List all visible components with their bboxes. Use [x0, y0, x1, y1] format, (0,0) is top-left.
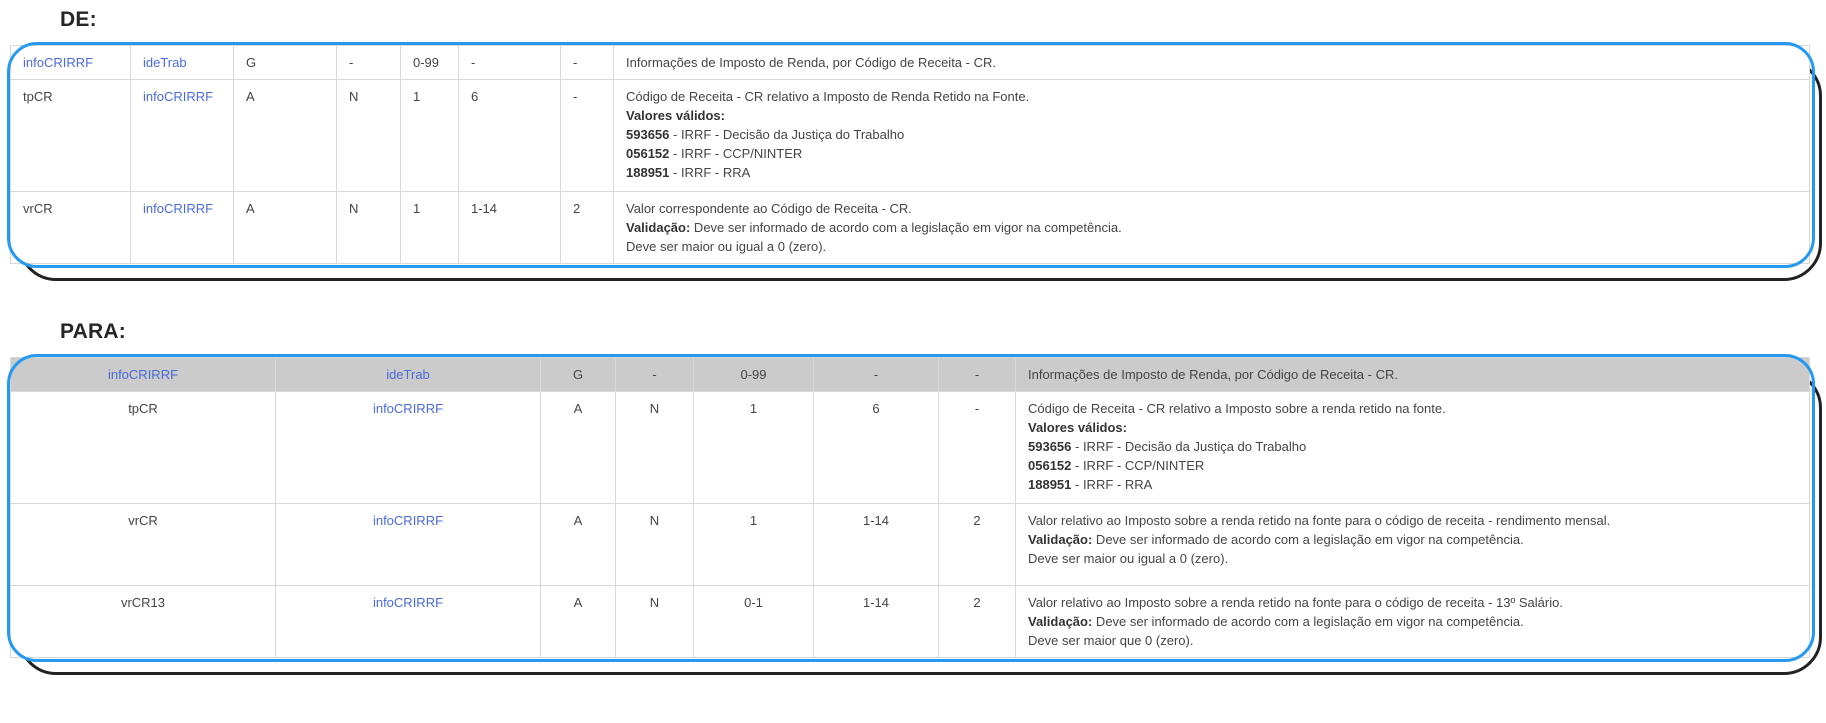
de-table-wrapper [10, 45, 1810, 264]
table-row [11, 392, 1810, 504]
cell-decimais: - [561, 80, 614, 192]
group-link[interactable]: infoCRIRRF [143, 201, 214, 216]
description-line: Código de Receita - CR relativo a Imposto sobre a renda retido na fonte. [1028, 401, 1446, 416]
cell-ele: G [541, 358, 616, 392]
description-line: Informações de Imposto de Renda, por Código de Receita - CR. [626, 55, 996, 70]
group-link[interactable]: infoCRIRRF [23, 55, 94, 70]
cell-campo: vrCR [11, 504, 276, 586]
description-line: Código de Receita - CR relativo a Imposto de Renda Retido na Fonte. [626, 89, 1030, 104]
cell-tipo: - [337, 46, 401, 80]
table-row [11, 504, 1810, 586]
group-link[interactable]: infoCRIRRF [372, 513, 444, 528]
description-line: Validação: Deve ser informado de acordo com a legislação em vigor na competência. [1028, 614, 1524, 629]
section-heading-para: PARA: [60, 320, 126, 343]
de-table [10, 45, 1810, 264]
cell-tipo: - [616, 358, 694, 392]
section-heading-de: DE: [60, 8, 97, 31]
cell-ele: A [234, 192, 337, 264]
description-line: Valores válidos: [626, 108, 725, 123]
cell-ocorrencia: 0-1 [694, 586, 814, 658]
description-line: 593656 - IRRF - Decisão da Justiça do Trabalho [1028, 439, 1307, 454]
cell-ocorrencia: 1 [401, 80, 459, 192]
cell-tamanho: 1-14 [814, 504, 939, 586]
description-line: Informações de Imposto de Renda, por Código de Receita - CR. [1028, 367, 1398, 382]
cell-descricao [1016, 392, 1810, 504]
cell-campo [11, 46, 131, 80]
cell-tamanho: - [814, 358, 939, 392]
cell-pai [276, 358, 541, 392]
header-row [11, 46, 1810, 80]
cell-tamanho: 6 [814, 392, 939, 504]
cell-decimais: - [939, 358, 1016, 392]
cell-tamanho: 1-14 [814, 586, 939, 658]
description-line: Valores válidos: [1028, 420, 1127, 435]
cell-decimais: 2 [939, 504, 1016, 586]
cell-descricao [614, 192, 1810, 264]
cell-decimais: 2 [561, 192, 614, 264]
cell-ocorrencia: 1 [694, 504, 814, 586]
cell-ocorrencia: 0-99 [401, 46, 459, 80]
cell-descricao [614, 46, 1810, 80]
description-line: 188951 - IRRF - RRA [1028, 477, 1153, 492]
group-link[interactable]: infoCRIRRF [143, 89, 214, 104]
cell-tipo: N [337, 80, 401, 192]
para-table-wrapper [10, 357, 1810, 658]
de-table-annotated [10, 45, 1810, 264]
description-line: Deve ser maior ou igual a 0 (zero). [1028, 551, 1229, 566]
cell-ele: A [234, 80, 337, 192]
cell-ele: A [541, 586, 616, 658]
table-row [11, 80, 1810, 192]
cell-descricao [1016, 504, 1810, 586]
description-line: Deve ser maior ou igual a 0 (zero). [626, 239, 827, 254]
cell-tipo: N [616, 586, 694, 658]
header-row [11, 358, 1810, 392]
cell-ele: A [541, 392, 616, 504]
description-line: 188951 - IRRF - RRA [626, 165, 751, 180]
cell-tipo: N [616, 504, 694, 586]
cell-campo [11, 358, 276, 392]
cell-decimais: - [561, 46, 614, 80]
description-line: Valor relativo ao Imposto sobre a renda retido na fonte para o código de receita - 13º Salário. [1028, 595, 1563, 610]
group-link[interactable]: infoCRIRRF [372, 401, 444, 416]
cell-campo: vrCR [11, 192, 131, 264]
cell-tipo: N [337, 192, 401, 264]
table-row [11, 586, 1810, 658]
description-line: Valor correspondente ao Código de Receita - CR. [626, 201, 912, 216]
cell-tipo: N [616, 392, 694, 504]
cell-ocorrencia: 1 [401, 192, 459, 264]
description-line: 593656 - IRRF - Decisão da Justiça do Trabalho [626, 127, 905, 142]
cell-ocorrencia: 0-99 [694, 358, 814, 392]
table-row [11, 192, 1810, 264]
cell-campo: tpCR [11, 392, 276, 504]
cell-tamanho: 1-14 [459, 192, 561, 264]
description-line: Validação: Deve ser informado de acordo com a legislação em vigor na competência. [1028, 532, 1524, 547]
cell-decimais: 2 [939, 586, 1016, 658]
cell-pai [131, 80, 234, 192]
cell-pai [131, 46, 234, 80]
group-link[interactable]: ideTrab [386, 367, 430, 382]
group-link[interactable]: infoCRIRRF [107, 367, 179, 382]
description-line: Validação: Deve ser informado de acordo com a legislação em vigor na competência. [626, 220, 1122, 235]
cell-campo: tpCR [11, 80, 131, 192]
description-line: Valor relativo ao Imposto sobre a renda retido na fonte para o código de receita - rendimento mensal. [1028, 513, 1611, 528]
para-table [10, 357, 1810, 658]
cell-ele: G [234, 46, 337, 80]
cell-decimais: - [939, 392, 1016, 504]
cell-ocorrencia: 1 [694, 392, 814, 504]
cell-pai [276, 392, 541, 504]
cell-pai [276, 586, 541, 658]
cell-pai [131, 192, 234, 264]
cell-pai [276, 504, 541, 586]
group-link[interactable]: ideTrab [143, 55, 187, 70]
description-line: 056152 - IRRF - CCP/NINTER [626, 146, 803, 161]
para-table-annotated [10, 357, 1810, 658]
cell-tamanho: 6 [459, 80, 561, 192]
cell-tamanho: - [459, 46, 561, 80]
cell-descricao [1016, 586, 1810, 658]
cell-campo: vrCR13 [11, 586, 276, 658]
group-link[interactable]: infoCRIRRF [372, 595, 444, 610]
cell-ele: A [541, 504, 616, 586]
description-line: Deve ser maior que 0 (zero). [1028, 633, 1194, 648]
cell-descricao [614, 80, 1810, 192]
cell-descricao [1016, 358, 1810, 392]
description-line: 056152 - IRRF - CCP/NINTER [1028, 458, 1205, 473]
